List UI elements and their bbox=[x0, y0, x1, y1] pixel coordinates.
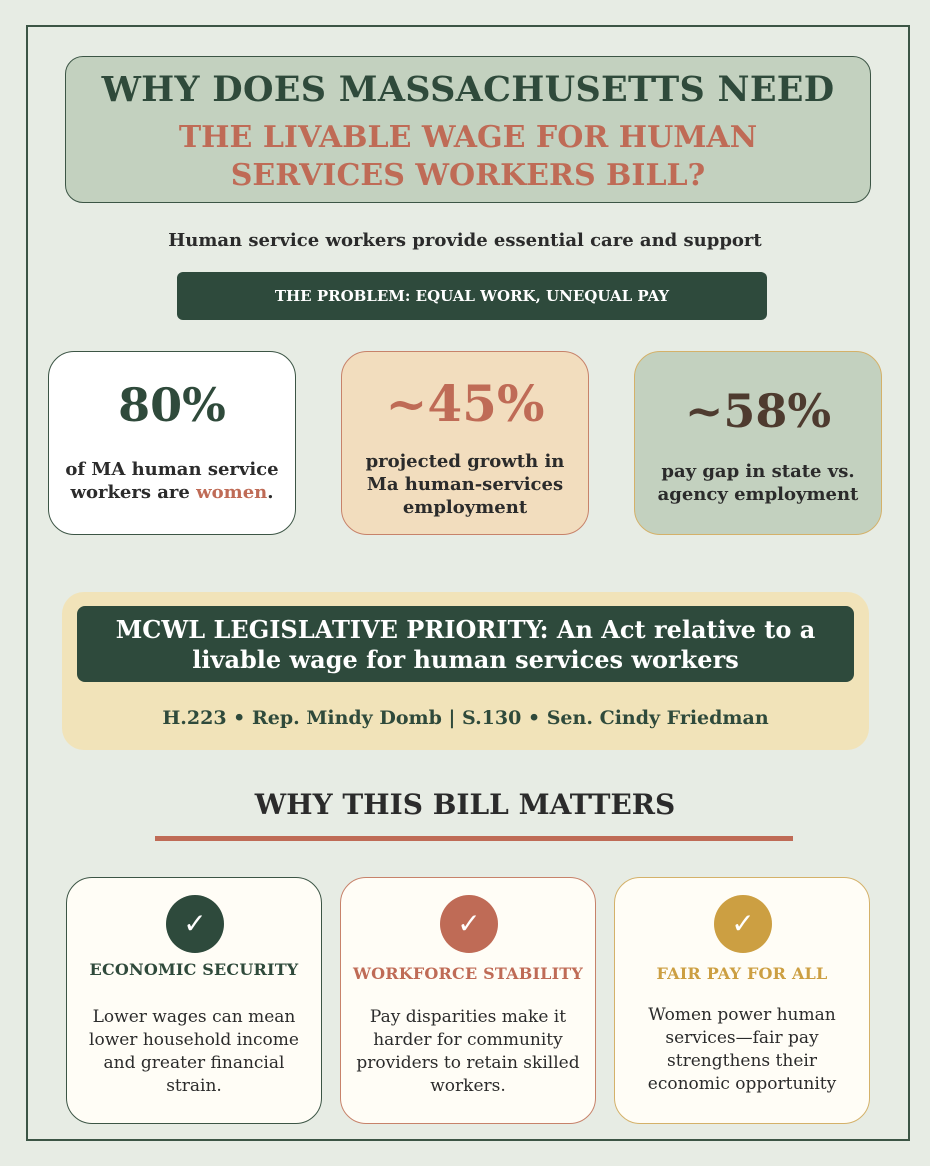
reason-body: Pay disparities make it harder for community providers to retain skilled workers. bbox=[356, 1007, 580, 1096]
reason-heading: FAIR PAY FOR ALL bbox=[656, 964, 828, 983]
stat-card-women bbox=[48, 351, 296, 535]
reason-body: Lower wages can mean lower household income and greater financial strain. bbox=[89, 1007, 299, 1096]
bill-sponsors: H.223 • Rep. Mindy Domb | S.130 • Sen. Cindy Friedman bbox=[162, 707, 769, 729]
stat-description bbox=[59, 458, 285, 504]
section-title: WHY THIS BILL MATTERS bbox=[254, 788, 676, 821]
stat-card-pay-gap bbox=[634, 351, 882, 535]
stat-description: pay gap in state vs. agency employment bbox=[657, 461, 859, 505]
stat-card-growth bbox=[341, 351, 589, 535]
stat-desc-text: of MA human service workers are bbox=[65, 459, 279, 503]
reason-heading: ECONOMIC SECURITY bbox=[89, 960, 299, 979]
check-icon: ✓ bbox=[166, 895, 224, 953]
reason-heading: WORKFORCE STABILITY bbox=[352, 964, 584, 983]
reason-card-fair-pay bbox=[614, 877, 870, 1124]
check-icon: ✓ bbox=[440, 895, 498, 953]
reason-card-economic-security bbox=[66, 877, 322, 1124]
stat-description: projected growth in Ma human-services employment bbox=[365, 451, 565, 518]
stat-desc-highlight: women bbox=[196, 482, 268, 503]
stat-value: ~58% bbox=[684, 384, 832, 438]
stat-value: ~45% bbox=[385, 374, 545, 433]
reason-body: Women power human services—fair pay strengthens their economic opportunity bbox=[647, 1005, 837, 1094]
check-icon: ✓ bbox=[714, 895, 772, 953]
problem-banner: THE PROBLEM: EQUAL WORK, UNEQUAL PAY bbox=[177, 272, 767, 320]
subtitle: Human service workers provide essential care and support bbox=[168, 230, 762, 251]
title-line-1: WHY DOES MASSACHUSETTS NEED bbox=[101, 69, 835, 110]
section-divider bbox=[155, 836, 793, 841]
stat-desc-end: . bbox=[267, 482, 274, 503]
legislative-priority-title: MCWL LEGISLATIVE PRIORITY: An Act relative to a livable wage for human services workers bbox=[77, 606, 854, 682]
reason-card-workforce-stability bbox=[340, 877, 596, 1124]
title-line-2: THE LIVABLE WAGE FOR HUMAN SERVICES WORKERS BILL? bbox=[178, 120, 758, 193]
stat-value: 80% bbox=[118, 378, 226, 432]
title-banner bbox=[65, 56, 871, 203]
